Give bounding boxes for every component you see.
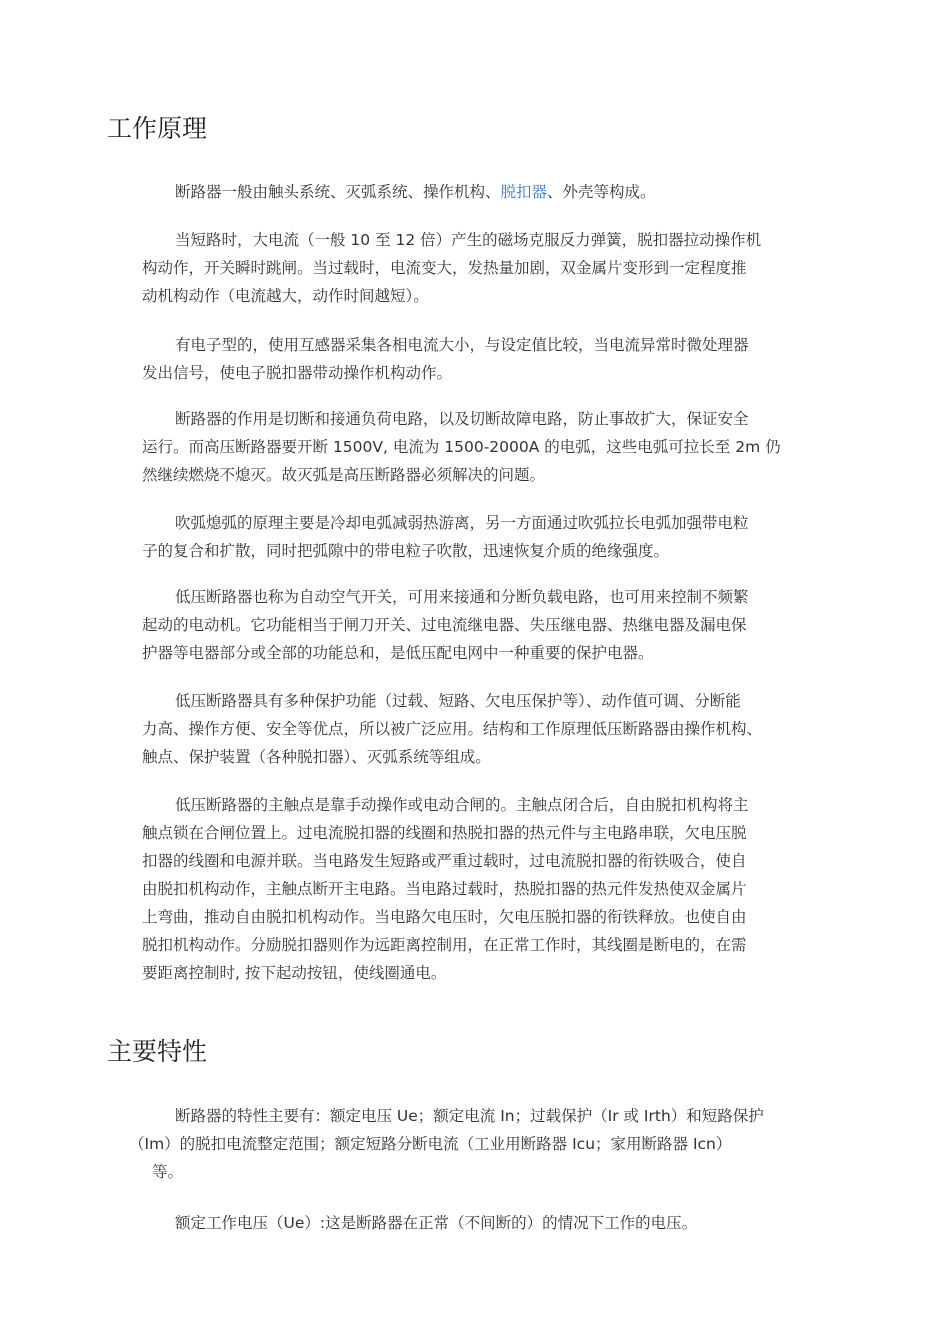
paragraph-line: 当短路时，大电流（一般 10 至 12 倍）产生的磁场克服反力弹簧，脱扣器拉动操作机 xyxy=(175,231,762,249)
paragraph-line: 构动作，开关瞬时跳闸。当过载时，电流变大，发热量加剧，双金属片变形到一定程度推 xyxy=(142,259,747,277)
paragraph-line: 起动的电动机。它功能相当于闸刀开关、过电流继电器、失压继电器、热继电器及漏电保 xyxy=(142,616,747,634)
paragraph-line: 额定工作电压（Ue）:这是断路器在正常（不间断的）的情况下工作的电压。 xyxy=(175,1214,698,1232)
paragraph-line: 护器等电器部分或全部的功能总和，是低压配电网中一种重要的保护电器。 xyxy=(142,644,654,662)
link-tripper[interactable]: 脱扣器 xyxy=(500,183,548,201)
paragraph-line: 低压断路器的主触点是靠手动操作或电动合闸的。主触点闭合后，自由脱扣机构将主 xyxy=(175,796,749,814)
paragraph-line: 低压断路器具有多种保护功能（过载、短路、欠电压保护等）、动作值可调、分断能 xyxy=(175,692,741,710)
paragraph-line: 由脱扣机构动作，主触点断开主电路。当电路过载时，热脱扣器的热元件发热使双金属片 xyxy=(142,880,747,898)
paragraph-line: 断路器的作用是切断和接通负荷电路，以及切断故障电路，防止事故扩大，保证安全 xyxy=(175,410,749,428)
paragraph-line: 触点锁在合闸位置上。过电流脱扣器的线圈和热脱扣器的热元件与主电路串联，欠电压脱 xyxy=(142,824,747,842)
paragraph-9 xyxy=(129,1102,764,1186)
paragraph-line: 运行。而高压断路器要开断 1500V, 电流为 1500-2000A 的电弧，这些电弧可拉长至 2m 仍 xyxy=(142,438,781,456)
paragraph-8 xyxy=(142,791,749,987)
paragraph-4 xyxy=(142,405,781,489)
paragraph-line: 断路器一般由触头系统、灭弧系统、操作机构、脱扣器、外壳等构成。 xyxy=(175,183,656,201)
paragraph-line: 要距离控制时, 按下起动按钮，使线圈通电。 xyxy=(142,964,447,982)
paragraph-6 xyxy=(142,583,749,667)
section-heading-main-characteristics: 主要特性 xyxy=(107,1037,208,1066)
paragraph-1 xyxy=(175,178,656,206)
paragraph-line: 发出信号，使电子脱扣器带动操作机构动作。 xyxy=(142,364,453,382)
paragraph-line: 然继续燃烧不熄灭。故灭弧是高压断路器必须解决的问题。 xyxy=(142,466,546,484)
section-heading-working-principle: 工作原理 xyxy=(107,114,208,143)
paragraph-line: 动机构动作（电流越大，动作时间越短）。 xyxy=(142,287,429,305)
paragraph-line: 上弯曲，推动自由脱扣机构动作。当电路欠电压时，欠电压脱扣器的衔铁释放。也使自由 xyxy=(142,908,747,926)
paragraph-line: 吹弧熄弧的原理主要是冷却电弧减弱热游离，另一方面通过吹弧拉长电弧加强带电粒 xyxy=(175,514,749,532)
paragraph-5 xyxy=(142,509,749,565)
paragraph-line: （Im）的脱扣电流整定范围；额定短路分断电流（工业用断路器 Icu；家用断路器 Icn） xyxy=(129,1135,732,1153)
paragraph-line: 有电子型的，使用互感器采集各相电流大小，与设定值比较，当电流异常时微处理器 xyxy=(175,336,749,354)
paragraph-line: 断路器的特性主要有：额定电压 Ue；额定电流 In；过载保护（Ir 或 Irth）和短路保护 xyxy=(175,1107,764,1125)
paragraph-3 xyxy=(142,331,749,387)
paragraph-line: 等。 xyxy=(152,1163,184,1181)
paragraph-line: 触点、保护装置（各种脱扣器）、灭弧系统等组成。 xyxy=(142,748,491,766)
paragraph-line: 力高、操作方便、安全等优点，所以被广泛应用。结构和工作原理低压断路器由操作机构、 xyxy=(142,720,763,738)
paragraph-line: 扣器的线圈和电源并联。当电路发生短路或严重过载时，过电流脱扣器的衔铁吸合，使自 xyxy=(142,852,747,870)
paragraph-2 xyxy=(142,226,761,310)
paragraph-line: 子的复合和扩散，同时把弧隙中的带电粒子吹散，迅速恢复介质的绝缘强度。 xyxy=(142,542,670,560)
paragraph-line: 低压断路器也称为自动空气开关，可用来接通和分断负载电路，也可用来控制不频繁 xyxy=(175,588,749,606)
paragraph-10 xyxy=(175,1209,697,1237)
paragraph-7 xyxy=(142,687,762,771)
paragraph-line: 脱扣机构动作。分励脱扣器则作为远距离控制用，在正常工作时，其线圈是断电的，在需 xyxy=(142,936,747,954)
